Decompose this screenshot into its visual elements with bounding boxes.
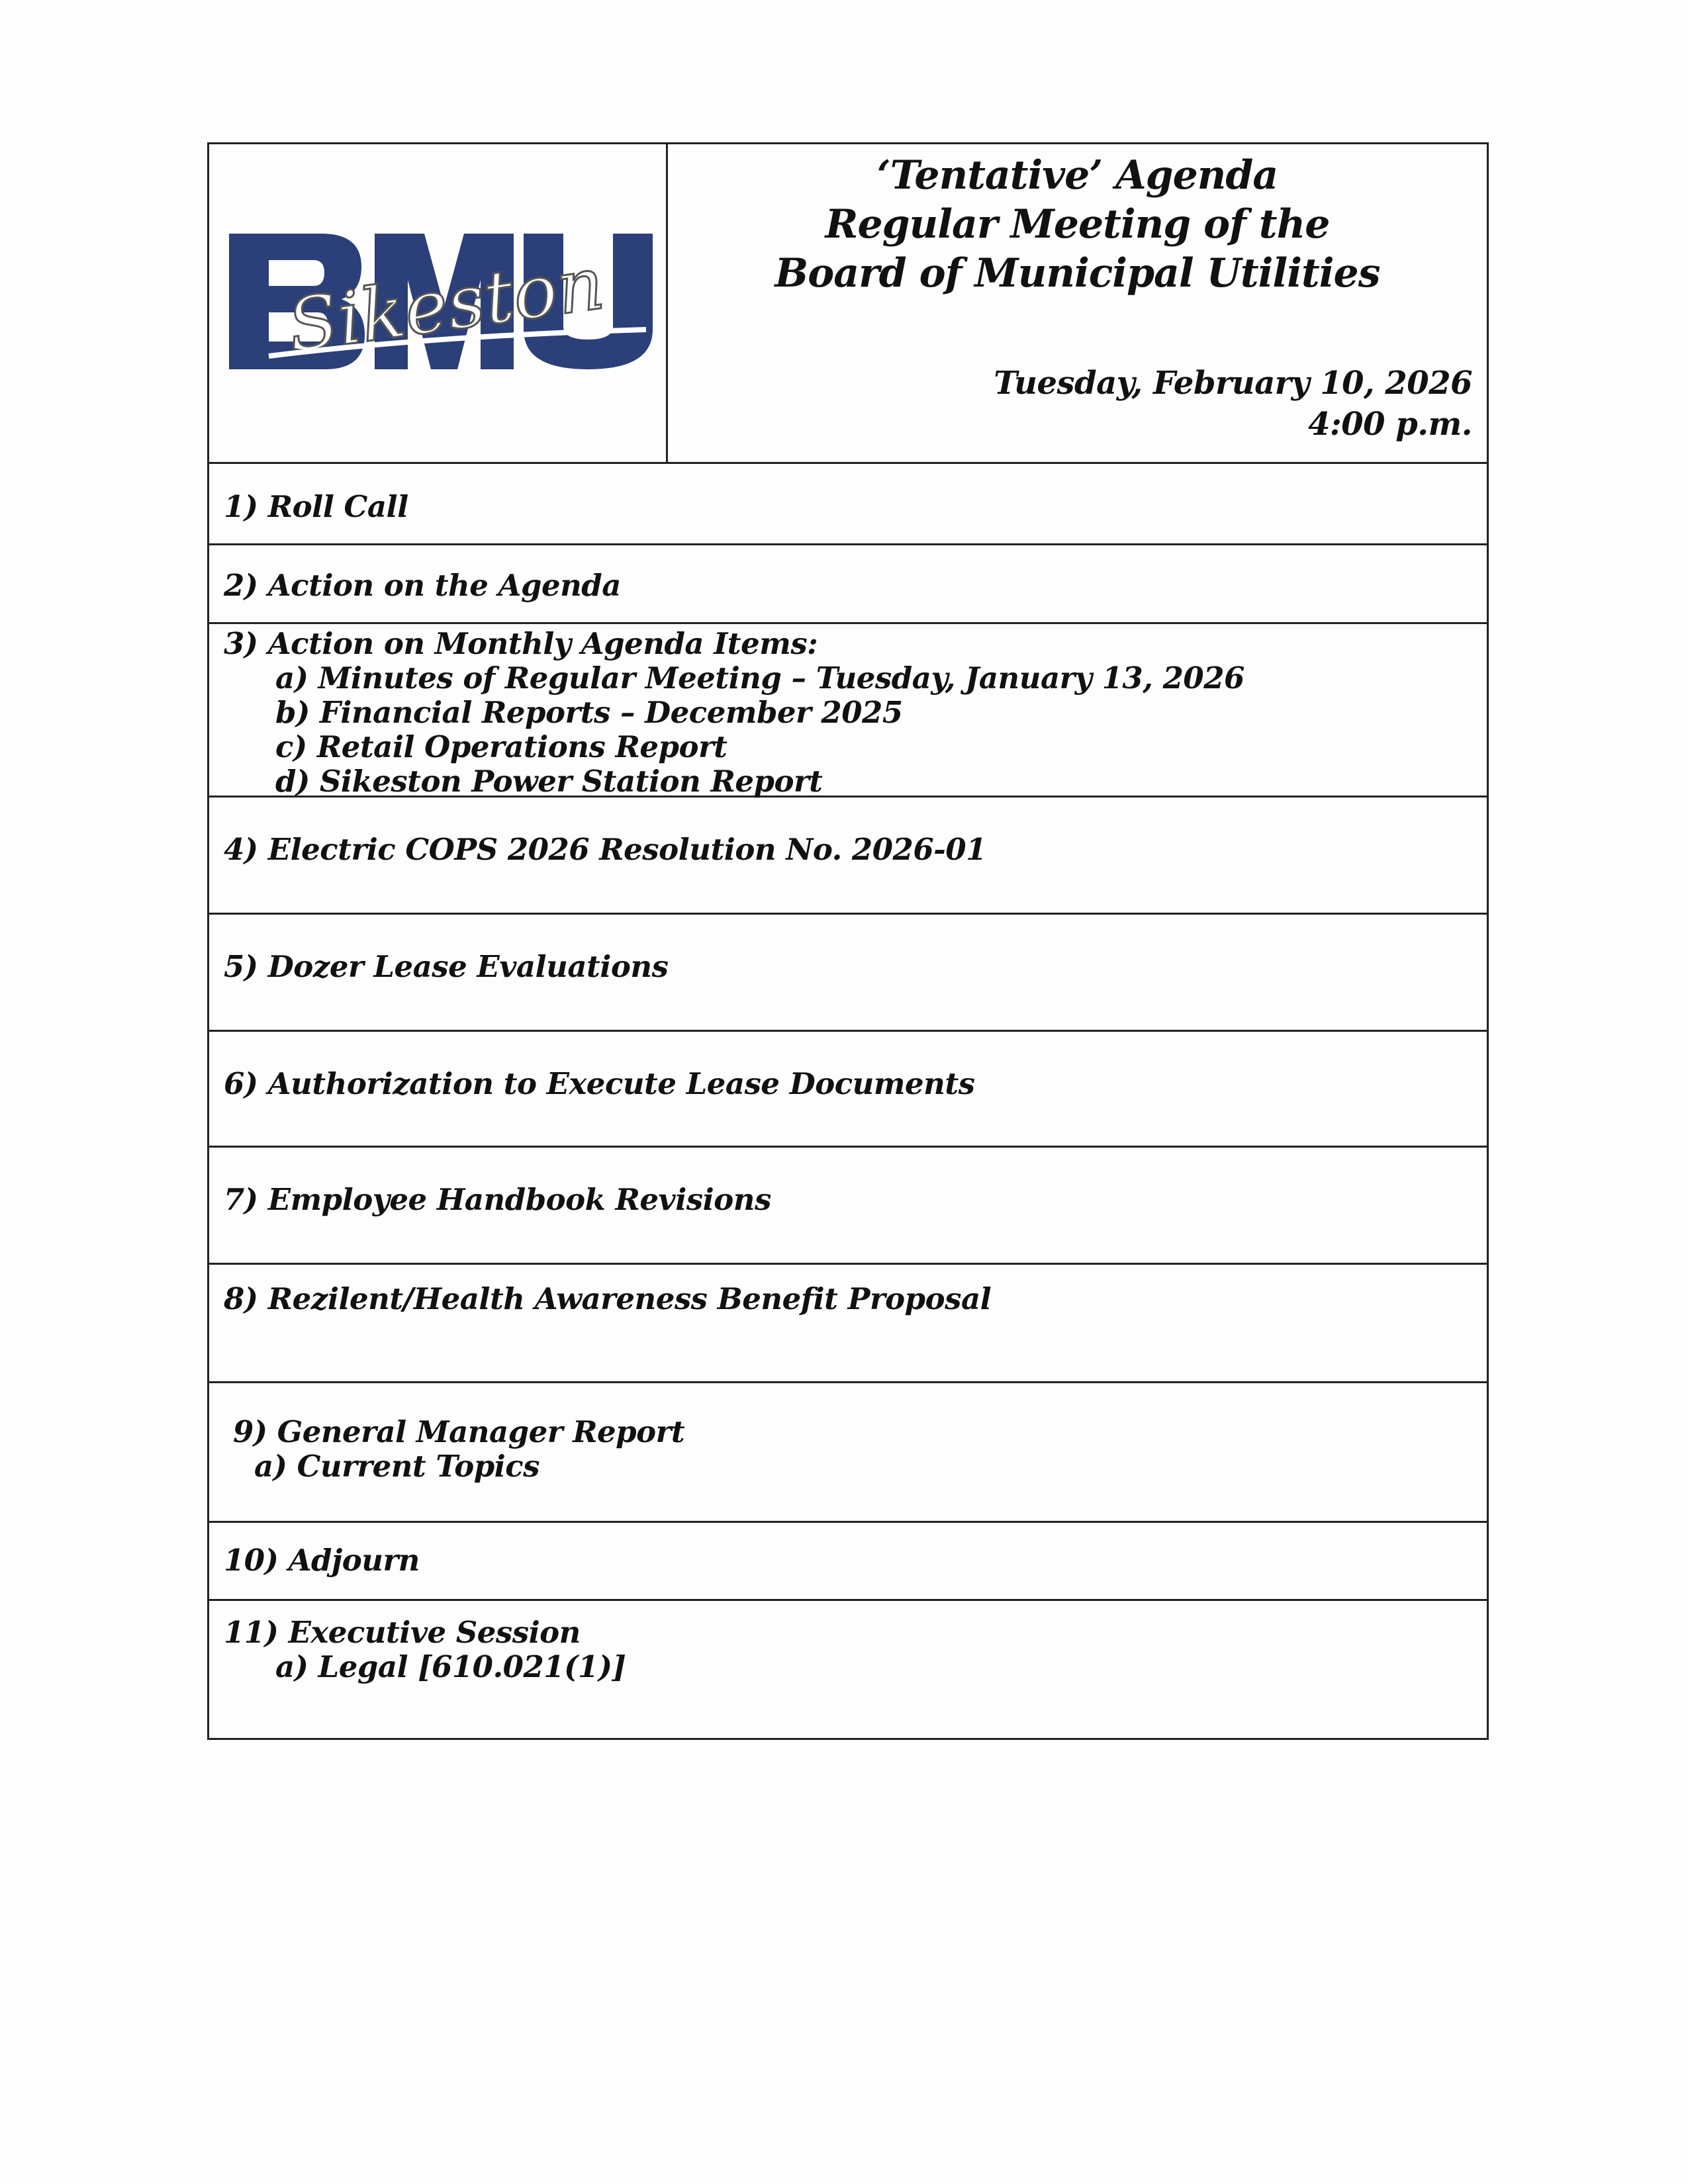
item-label: 8) Rezilent/Health Awareness Benefit Proposal: [224, 1281, 992, 1316]
title-line: Board of Municipal Utilities: [774, 250, 1380, 296]
agenda-item: [209, 1148, 1487, 1265]
item-label: 10) Adjourn: [224, 1543, 420, 1578]
sub-item: b) Financial Reports – December 2025: [275, 695, 903, 730]
title-line: ‘Tentative’ Agenda: [876, 152, 1278, 199]
sub-item: d) Sikeston Power Station Report: [275, 764, 823, 799]
agenda-title: [668, 151, 1487, 298]
sub-item: a) Current Topics: [254, 1449, 539, 1484]
agenda-item: [209, 1383, 1487, 1523]
item-label: 1) Roll Call: [224, 489, 408, 524]
meeting-time: 4:00 p.m.: [1308, 406, 1472, 443]
meeting-date: Tuesday, February 10, 2026: [994, 365, 1472, 402]
logo-script: Sikeston: [282, 240, 610, 369]
item-label: 6) Authorization to Execute Lease Documents: [224, 1066, 975, 1101]
item-label: 4) Electric COPS 2026 Resolution No. 2026-01: [224, 832, 986, 867]
agenda-item: [209, 1523, 1487, 1601]
title-line: Regular Meeting of the: [825, 201, 1330, 248]
agenda-item: [209, 464, 1487, 545]
sub-item: a) Minutes of Regular Meeting – Tuesday, January 13, 2026: [275, 660, 1244, 696]
meeting-datetime: [994, 363, 1472, 445]
item-label: 5) Dozer Lease Evaluations: [224, 949, 669, 984]
item-label: 7) Employee Handbook Revisions: [224, 1182, 771, 1217]
sub-item: a) Legal [610.021(1)]: [275, 1649, 626, 1684]
agenda-item: [209, 624, 1487, 797]
agenda-item: [209, 545, 1487, 624]
item-label: 11) Executive Session: [224, 1615, 581, 1650]
agenda-table: [207, 142, 1489, 1740]
agenda-item: [209, 1601, 1487, 1740]
agenda-item: [209, 1265, 1487, 1383]
agenda-item: [209, 1032, 1487, 1148]
item-label: 2) Action on the Agenda: [224, 568, 621, 603]
agenda-item: [209, 797, 1487, 915]
agenda-item: [209, 915, 1487, 1032]
sub-item: c) Retail Operations Report: [275, 729, 727, 764]
item-label: 9) General Manager Report: [233, 1414, 685, 1449]
item-label: 3) Action on Monthly Agenda Items:: [224, 626, 818, 661]
agenda-header: [209, 144, 1487, 464]
bmu-sikeston-logo: [229, 230, 653, 373]
